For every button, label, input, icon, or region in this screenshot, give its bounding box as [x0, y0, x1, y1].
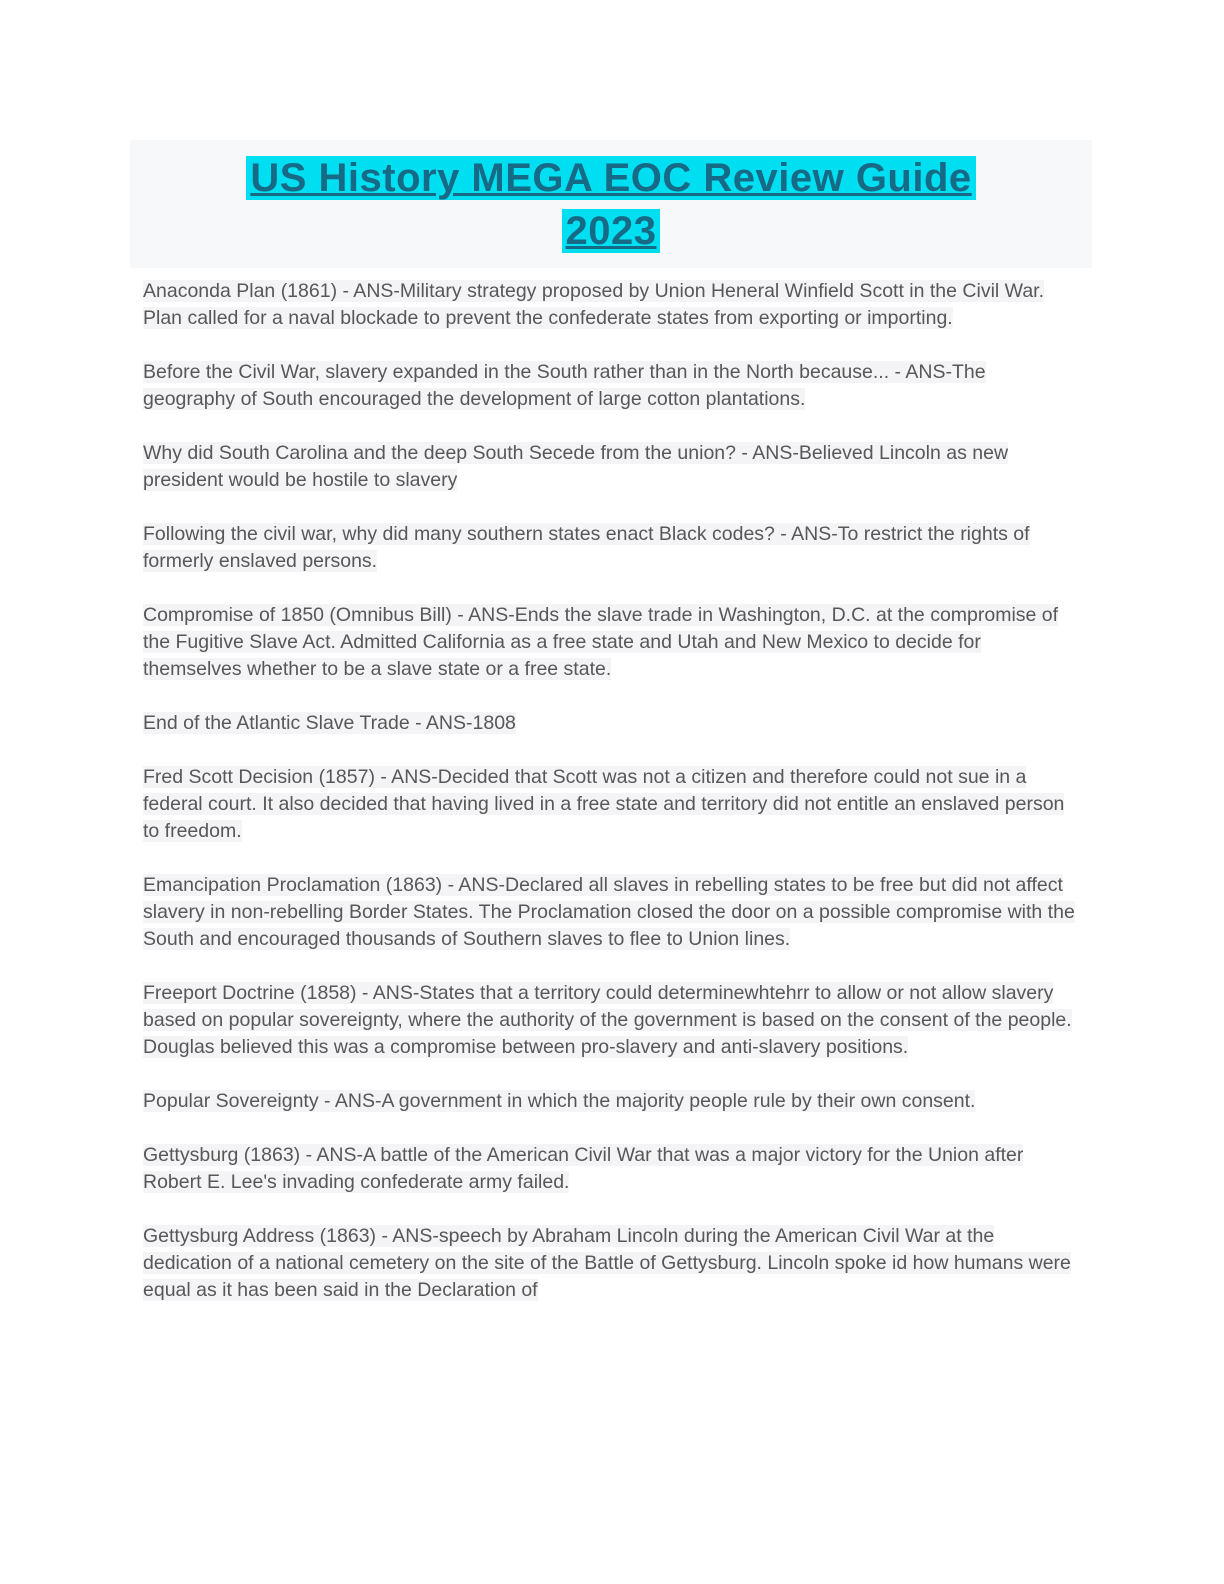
- qa-paragraph: Gettysburg Address (1863) - ANS-speech by Abraham Lincoln during the American Civil War at the dedication of a national cemetery on the site of the Battle of Gettysburg. Lincoln spoke id how humans were equal as it has been said in the Declaration of: [143, 1224, 1071, 1301]
- qa-paragraph: Why did South Carolina and the deep South Secede from the union? - ANS-Believed Lincoln as new president would be hostile to slavery: [143, 441, 1009, 491]
- qa-paragraph: End of the Atlantic Slave Trade - ANS-1808: [143, 711, 516, 734]
- qa-paragraph: Before the Civil War, slavery expanded in the South rather than in the North because... - ANS-The geography of South encouraged the development of large cotton plantations.: [143, 360, 986, 410]
- qa-paragraph: Popular Sovereignty - ANS-A government in which the majority people rule by their own consent.: [143, 1089, 976, 1112]
- qa-paragraph: Gettysburg (1863) - ANS-A battle of the American Civil War that was a major victory for the Union after Robert E. Lee's invading confederate army failed.: [143, 1143, 1024, 1193]
- qa-paragraph: Following the civil war, why did many southern states enact Black codes? - ANS-To restrict the rights of formerly enslaved persons.: [143, 522, 1030, 572]
- qa-paragraph: Compromise of 1850 (Omnibus Bill) - ANS-Ends the slave trade in Washington, D.C. at the compromise of the Fugitive Slave Act. Admitted California as a free state and Utah and New Mexico to decide for themselves whether to be a slave state or a free state.: [143, 603, 1059, 680]
- qa-paragraph: Anaconda Plan (1861) - ANS-Military strategy proposed by Union Heneral Winfield Scott in the Civil War. Plan called for a naval blockade to prevent the confederate states from exporting or importing.: [143, 279, 1045, 329]
- title-block: [130, 140, 1092, 268]
- qa-paragraph: Emancipation Proclamation (1863) - ANS-Declared all slaves in rebelling states to be free but did not affect slavery in non-rebelling Border States. The Proclamation closed the door on a possible compromise with the South and encouraged thousands of Southern slaves to flee to Union lines.: [143, 873, 1075, 950]
- document-title-line1: US History MEGA EOC Review Guide: [246, 156, 975, 200]
- document-title-line2: 2023: [562, 209, 661, 253]
- qa-paragraph: Fred Scott Decision (1857) - ANS-Decided that Scott was not a citizen and therefore could not sue in a federal court. It also decided that having lived in a free state and territory did not entitle an enslaved person to freedom.: [143, 765, 1065, 842]
- qa-paragraph: Freeport Doctrine (1858) - ANS-States that a territory could determinewhtehrr to allow or not allow slavery based on popular sovereignty, where the authority of the government is based on the consent of the people. Douglas believed this was a compromise between pro-slavery and anti-slavery positions.: [143, 981, 1072, 1058]
- document-body: [143, 278, 1079, 1304]
- document-title: [136, 152, 1086, 258]
